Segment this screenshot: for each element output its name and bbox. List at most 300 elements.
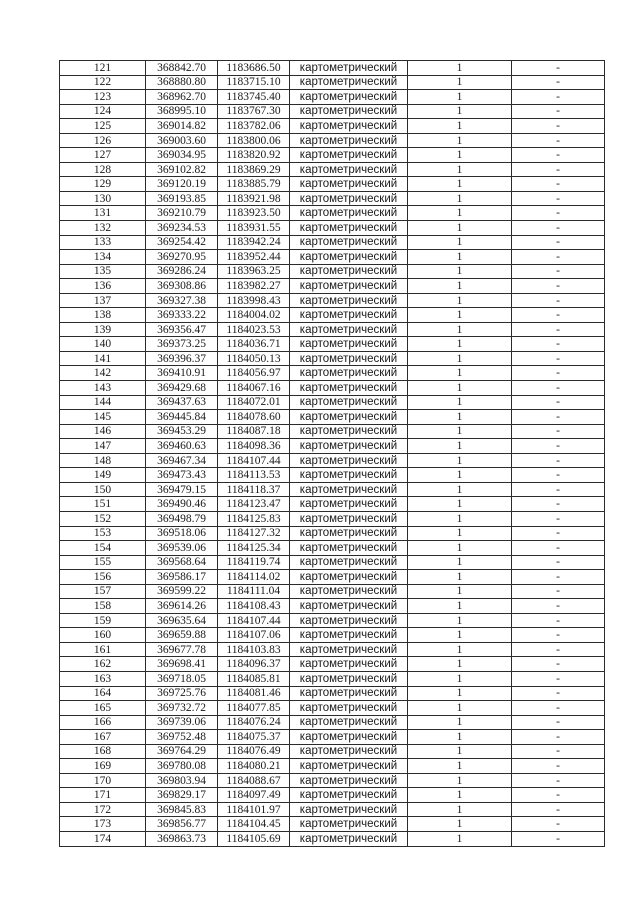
table-row — [60, 657, 605, 672]
method-cell: картометрический — [290, 395, 408, 410]
table-row — [60, 628, 605, 643]
accuracy-cell: 1 — [408, 351, 512, 366]
point-number-cell: 159 — [60, 613, 146, 628]
accuracy-cell: 1 — [408, 497, 512, 512]
point-number-cell: 173 — [60, 817, 146, 832]
y-coordinate-cell: 1184085.81 — [218, 671, 290, 686]
x-coordinate-cell: 369856.77 — [146, 817, 218, 832]
method-cell: картометрический — [290, 61, 408, 76]
table-row — [60, 206, 605, 221]
accuracy-cell: 1 — [408, 293, 512, 308]
y-coordinate-cell: 1183745.40 — [218, 90, 290, 105]
note-cell: - — [512, 177, 605, 192]
x-coordinate-cell: 369568.64 — [146, 555, 218, 570]
method-cell: картометрический — [290, 497, 408, 512]
x-coordinate-cell: 369473.43 — [146, 468, 218, 483]
x-coordinate-cell: 369003.60 — [146, 133, 218, 148]
document-page — [59, 60, 604, 847]
accuracy-cell: 1 — [408, 104, 512, 119]
y-coordinate-cell: 1183885.79 — [218, 177, 290, 192]
accuracy-cell: 1 — [408, 599, 512, 614]
y-coordinate-cell: 1184105.69 — [218, 831, 290, 846]
note-cell: - — [512, 584, 605, 599]
note-cell: - — [512, 439, 605, 454]
note-cell: - — [512, 75, 605, 90]
accuracy-cell: 1 — [408, 482, 512, 497]
accuracy-cell: 1 — [408, 584, 512, 599]
x-coordinate-cell: 369586.17 — [146, 570, 218, 585]
point-number-cell: 129 — [60, 177, 146, 192]
y-coordinate-cell: 1184118.37 — [218, 482, 290, 497]
y-coordinate-cell: 1183923.50 — [218, 206, 290, 221]
y-coordinate-cell: 1183952.44 — [218, 250, 290, 265]
note-cell: - — [512, 148, 605, 163]
table-row — [60, 191, 605, 206]
x-coordinate-cell: 369014.82 — [146, 119, 218, 134]
method-cell: картометрический — [290, 730, 408, 745]
point-number-cell: 146 — [60, 424, 146, 439]
note-cell: - — [512, 555, 605, 570]
table-row — [60, 497, 605, 512]
accuracy-cell: 1 — [408, 468, 512, 483]
y-coordinate-cell: 1184107.06 — [218, 628, 290, 643]
accuracy-cell: 1 — [408, 381, 512, 396]
method-cell: картометрический — [290, 148, 408, 163]
method-cell: картометрический — [290, 221, 408, 236]
table-row — [60, 599, 605, 614]
note-cell: - — [512, 628, 605, 643]
y-coordinate-cell: 1184076.49 — [218, 744, 290, 759]
x-coordinate-cell: 369698.41 — [146, 657, 218, 672]
x-coordinate-cell: 369518.06 — [146, 526, 218, 541]
note-cell: - — [512, 788, 605, 803]
x-coordinate-cell: 369429.68 — [146, 381, 218, 396]
table-row — [60, 773, 605, 788]
note-cell: - — [512, 308, 605, 323]
accuracy-cell: 1 — [408, 613, 512, 628]
accuracy-cell: 1 — [408, 235, 512, 250]
table-row — [60, 730, 605, 745]
note-cell: - — [512, 264, 605, 279]
y-coordinate-cell: 1184123.47 — [218, 497, 290, 512]
note-cell: - — [512, 613, 605, 628]
point-number-cell: 170 — [60, 773, 146, 788]
y-coordinate-cell: 1184114.02 — [218, 570, 290, 585]
x-coordinate-cell: 369829.17 — [146, 788, 218, 803]
note-cell: - — [512, 759, 605, 774]
table-row — [60, 759, 605, 774]
method-cell: картометрический — [290, 759, 408, 774]
method-cell: картометрический — [290, 817, 408, 832]
table-row — [60, 555, 605, 570]
coordinates-table — [59, 60, 605, 847]
point-number-cell: 162 — [60, 657, 146, 672]
y-coordinate-cell: 1184125.83 — [218, 511, 290, 526]
point-number-cell: 127 — [60, 148, 146, 163]
method-cell: картометрический — [290, 584, 408, 599]
note-cell: - — [512, 410, 605, 425]
method-cell: картометрический — [290, 133, 408, 148]
x-coordinate-cell: 369732.72 — [146, 701, 218, 716]
x-coordinate-cell: 369780.08 — [146, 759, 218, 774]
accuracy-cell: 1 — [408, 395, 512, 410]
note-cell: - — [512, 424, 605, 439]
y-coordinate-cell: 1184077.85 — [218, 701, 290, 716]
y-coordinate-cell: 1183931.55 — [218, 221, 290, 236]
y-coordinate-cell: 1184036.71 — [218, 337, 290, 352]
point-number-cell: 154 — [60, 541, 146, 556]
y-coordinate-cell: 1184098.36 — [218, 439, 290, 454]
note-cell: - — [512, 526, 605, 541]
x-coordinate-cell: 369286.24 — [146, 264, 218, 279]
method-cell: картометрический — [290, 293, 408, 308]
y-coordinate-cell: 1184127.32 — [218, 526, 290, 541]
method-cell: картометрический — [290, 570, 408, 585]
x-coordinate-cell: 369739.06 — [146, 715, 218, 730]
x-coordinate-cell: 369725.76 — [146, 686, 218, 701]
x-coordinate-cell: 369270.95 — [146, 250, 218, 265]
point-number-cell: 164 — [60, 686, 146, 701]
y-coordinate-cell: 1184101.97 — [218, 802, 290, 817]
note-cell: - — [512, 497, 605, 512]
accuracy-cell: 1 — [408, 410, 512, 425]
note-cell: - — [512, 381, 605, 396]
table-row — [60, 541, 605, 556]
x-coordinate-cell: 369539.06 — [146, 541, 218, 556]
accuracy-cell: 1 — [408, 337, 512, 352]
accuracy-cell: 1 — [408, 701, 512, 716]
table-row — [60, 642, 605, 657]
table-row — [60, 322, 605, 337]
y-coordinate-cell: 1184108.43 — [218, 599, 290, 614]
y-coordinate-cell: 1184081.46 — [218, 686, 290, 701]
method-cell: картометрический — [290, 279, 408, 294]
accuracy-cell: 1 — [408, 148, 512, 163]
table-row — [60, 104, 605, 119]
method-cell: картометрический — [290, 191, 408, 206]
table-row — [60, 264, 605, 279]
accuracy-cell: 1 — [408, 439, 512, 454]
method-cell: картометрический — [290, 308, 408, 323]
accuracy-cell: 1 — [408, 686, 512, 701]
accuracy-cell: 1 — [408, 424, 512, 439]
x-coordinate-cell: 369635.64 — [146, 613, 218, 628]
point-number-cell: 126 — [60, 133, 146, 148]
accuracy-cell: 1 — [408, 802, 512, 817]
coordinates-table-body — [60, 61, 605, 847]
y-coordinate-cell: 1184111.04 — [218, 584, 290, 599]
method-cell: картометрический — [290, 802, 408, 817]
note-cell: - — [512, 279, 605, 294]
table-row — [60, 671, 605, 686]
method-cell: картометрический — [290, 541, 408, 556]
accuracy-cell: 1 — [408, 555, 512, 570]
accuracy-cell: 1 — [408, 133, 512, 148]
x-coordinate-cell: 369490.46 — [146, 497, 218, 512]
note-cell: - — [512, 337, 605, 352]
note-cell: - — [512, 541, 605, 556]
accuracy-cell: 1 — [408, 730, 512, 745]
table-row — [60, 250, 605, 265]
point-number-cell: 169 — [60, 759, 146, 774]
y-coordinate-cell: 1184078.60 — [218, 410, 290, 425]
method-cell: картометрический — [290, 424, 408, 439]
method-cell: картометрический — [290, 90, 408, 105]
accuracy-cell: 1 — [408, 250, 512, 265]
note-cell: - — [512, 657, 605, 672]
table-row — [60, 715, 605, 730]
x-coordinate-cell: 369614.26 — [146, 599, 218, 614]
note-cell: - — [512, 642, 605, 657]
y-coordinate-cell: 1184067.16 — [218, 381, 290, 396]
y-coordinate-cell: 1184087.18 — [218, 424, 290, 439]
method-cell: картометрический — [290, 555, 408, 570]
x-coordinate-cell: 369863.73 — [146, 831, 218, 846]
x-coordinate-cell: 369410.91 — [146, 366, 218, 381]
table-row — [60, 395, 605, 410]
y-coordinate-cell: 1183782.06 — [218, 119, 290, 134]
accuracy-cell: 1 — [408, 570, 512, 585]
y-coordinate-cell: 1183963.25 — [218, 264, 290, 279]
table-row — [60, 701, 605, 716]
y-coordinate-cell: 1183715.10 — [218, 75, 290, 90]
table-row — [60, 511, 605, 526]
table-row — [60, 235, 605, 250]
point-number-cell: 138 — [60, 308, 146, 323]
accuracy-cell: 1 — [408, 657, 512, 672]
table-row — [60, 410, 605, 425]
table-row — [60, 162, 605, 177]
table-row — [60, 453, 605, 468]
x-coordinate-cell: 369659.88 — [146, 628, 218, 643]
accuracy-cell: 1 — [408, 744, 512, 759]
method-cell: картометрический — [290, 177, 408, 192]
point-number-cell: 153 — [60, 526, 146, 541]
note-cell: - — [512, 701, 605, 716]
note-cell: - — [512, 686, 605, 701]
accuracy-cell: 1 — [408, 279, 512, 294]
y-coordinate-cell: 1183869.29 — [218, 162, 290, 177]
x-coordinate-cell: 369677.78 — [146, 642, 218, 657]
method-cell: картометрический — [290, 250, 408, 265]
method-cell: картометрический — [290, 613, 408, 628]
table-row — [60, 381, 605, 396]
table-row — [60, 90, 605, 105]
note-cell: - — [512, 773, 605, 788]
x-coordinate-cell: 369479.15 — [146, 482, 218, 497]
point-number-cell: 145 — [60, 410, 146, 425]
note-cell: - — [512, 90, 605, 105]
method-cell: картометрический — [290, 657, 408, 672]
accuracy-cell: 1 — [408, 206, 512, 221]
method-cell: картометрический — [290, 264, 408, 279]
table-row — [60, 351, 605, 366]
table-row — [60, 366, 605, 381]
point-number-cell: 157 — [60, 584, 146, 599]
method-cell: картометрический — [290, 642, 408, 657]
y-coordinate-cell: 1183942.24 — [218, 235, 290, 250]
method-cell: картометрический — [290, 104, 408, 119]
accuracy-cell: 1 — [408, 788, 512, 803]
y-coordinate-cell: 1184072.01 — [218, 395, 290, 410]
y-coordinate-cell: 1183921.98 — [218, 191, 290, 206]
y-coordinate-cell: 1183800.06 — [218, 133, 290, 148]
note-cell: - — [512, 744, 605, 759]
point-number-cell: 137 — [60, 293, 146, 308]
x-coordinate-cell: 369327.38 — [146, 293, 218, 308]
y-coordinate-cell: 1184113.53 — [218, 468, 290, 483]
table-row — [60, 482, 605, 497]
note-cell: - — [512, 671, 605, 686]
x-coordinate-cell: 369718.05 — [146, 671, 218, 686]
note-cell: - — [512, 61, 605, 76]
x-coordinate-cell: 369254.42 — [146, 235, 218, 250]
x-coordinate-cell: 369356.47 — [146, 322, 218, 337]
x-coordinate-cell: 369460.63 — [146, 439, 218, 454]
x-coordinate-cell: 369803.94 — [146, 773, 218, 788]
table-row — [60, 61, 605, 76]
table-row — [60, 526, 605, 541]
note-cell: - — [512, 221, 605, 236]
x-coordinate-cell: 369120.19 — [146, 177, 218, 192]
y-coordinate-cell: 1184107.44 — [218, 453, 290, 468]
point-number-cell: 144 — [60, 395, 146, 410]
point-number-cell: 133 — [60, 235, 146, 250]
table-row — [60, 686, 605, 701]
accuracy-cell: 1 — [408, 511, 512, 526]
y-coordinate-cell: 1184050.13 — [218, 351, 290, 366]
point-number-cell: 148 — [60, 453, 146, 468]
note-cell: - — [512, 395, 605, 410]
method-cell: картометрический — [290, 773, 408, 788]
point-number-cell: 142 — [60, 366, 146, 381]
point-number-cell: 172 — [60, 802, 146, 817]
accuracy-cell: 1 — [408, 221, 512, 236]
point-number-cell: 167 — [60, 730, 146, 745]
note-cell: - — [512, 730, 605, 745]
note-cell: - — [512, 206, 605, 221]
point-number-cell: 131 — [60, 206, 146, 221]
point-number-cell: 147 — [60, 439, 146, 454]
note-cell: - — [512, 351, 605, 366]
point-number-cell: 163 — [60, 671, 146, 686]
x-coordinate-cell: 369193.85 — [146, 191, 218, 206]
method-cell: картометрический — [290, 453, 408, 468]
x-coordinate-cell: 369333.22 — [146, 308, 218, 323]
x-coordinate-cell: 369234.53 — [146, 221, 218, 236]
table-row — [60, 802, 605, 817]
note-cell: - — [512, 119, 605, 134]
point-number-cell: 132 — [60, 221, 146, 236]
table-row — [60, 831, 605, 846]
x-coordinate-cell: 369034.95 — [146, 148, 218, 163]
y-coordinate-cell: 1184103.83 — [218, 642, 290, 657]
note-cell: - — [512, 482, 605, 497]
x-coordinate-cell: 369210.79 — [146, 206, 218, 221]
accuracy-cell: 1 — [408, 177, 512, 192]
method-cell: картометрический — [290, 599, 408, 614]
method-cell: картометрический — [290, 337, 408, 352]
point-number-cell: 121 — [60, 61, 146, 76]
point-number-cell: 123 — [60, 90, 146, 105]
table-row — [60, 177, 605, 192]
accuracy-cell: 1 — [408, 541, 512, 556]
x-coordinate-cell: 368962.70 — [146, 90, 218, 105]
y-coordinate-cell: 1184004.02 — [218, 308, 290, 323]
method-cell: картометрический — [290, 75, 408, 90]
point-number-cell: 151 — [60, 497, 146, 512]
point-number-cell: 150 — [60, 482, 146, 497]
point-number-cell: 168 — [60, 744, 146, 759]
table-row — [60, 744, 605, 759]
x-coordinate-cell: 369453.29 — [146, 424, 218, 439]
table-row — [60, 468, 605, 483]
accuracy-cell: 1 — [408, 322, 512, 337]
point-number-cell: 136 — [60, 279, 146, 294]
point-number-cell: 128 — [60, 162, 146, 177]
y-coordinate-cell: 1184076.24 — [218, 715, 290, 730]
y-coordinate-cell: 1184056.97 — [218, 366, 290, 381]
method-cell: картометрический — [290, 468, 408, 483]
x-coordinate-cell: 368842.70 — [146, 61, 218, 76]
x-coordinate-cell: 369498.79 — [146, 511, 218, 526]
accuracy-cell: 1 — [408, 453, 512, 468]
method-cell: картометрический — [290, 439, 408, 454]
y-coordinate-cell: 1183998.43 — [218, 293, 290, 308]
note-cell: - — [512, 511, 605, 526]
point-number-cell: 135 — [60, 264, 146, 279]
y-coordinate-cell: 1184023.53 — [218, 322, 290, 337]
x-coordinate-cell: 369599.22 — [146, 584, 218, 599]
y-coordinate-cell: 1183982.27 — [218, 279, 290, 294]
accuracy-cell: 1 — [408, 61, 512, 76]
note-cell: - — [512, 162, 605, 177]
y-coordinate-cell: 1184097.49 — [218, 788, 290, 803]
accuracy-cell: 1 — [408, 628, 512, 643]
table-row — [60, 439, 605, 454]
method-cell: картометрический — [290, 831, 408, 846]
y-coordinate-cell: 1184096.37 — [218, 657, 290, 672]
method-cell: картометрический — [290, 206, 408, 221]
method-cell: картометрический — [290, 381, 408, 396]
y-coordinate-cell: 1183820.92 — [218, 148, 290, 163]
table-row — [60, 424, 605, 439]
note-cell: - — [512, 831, 605, 846]
accuracy-cell: 1 — [408, 366, 512, 381]
note-cell: - — [512, 366, 605, 381]
method-cell: картометрический — [290, 322, 408, 337]
accuracy-cell: 1 — [408, 831, 512, 846]
x-coordinate-cell: 368995.10 — [146, 104, 218, 119]
y-coordinate-cell: 1184088.67 — [218, 773, 290, 788]
y-coordinate-cell: 1184107.44 — [218, 613, 290, 628]
table-row — [60, 788, 605, 803]
accuracy-cell: 1 — [408, 191, 512, 206]
note-cell: - — [512, 570, 605, 585]
x-coordinate-cell: 369467.34 — [146, 453, 218, 468]
note-cell: - — [512, 104, 605, 119]
point-number-cell: 134 — [60, 250, 146, 265]
method-cell: картометрический — [290, 162, 408, 177]
accuracy-cell: 1 — [408, 162, 512, 177]
table-row — [60, 337, 605, 352]
table-row — [60, 119, 605, 134]
point-number-cell: 156 — [60, 570, 146, 585]
method-cell: картометрический — [290, 744, 408, 759]
accuracy-cell: 1 — [408, 90, 512, 105]
y-coordinate-cell: 1184104.45 — [218, 817, 290, 832]
table-row — [60, 817, 605, 832]
